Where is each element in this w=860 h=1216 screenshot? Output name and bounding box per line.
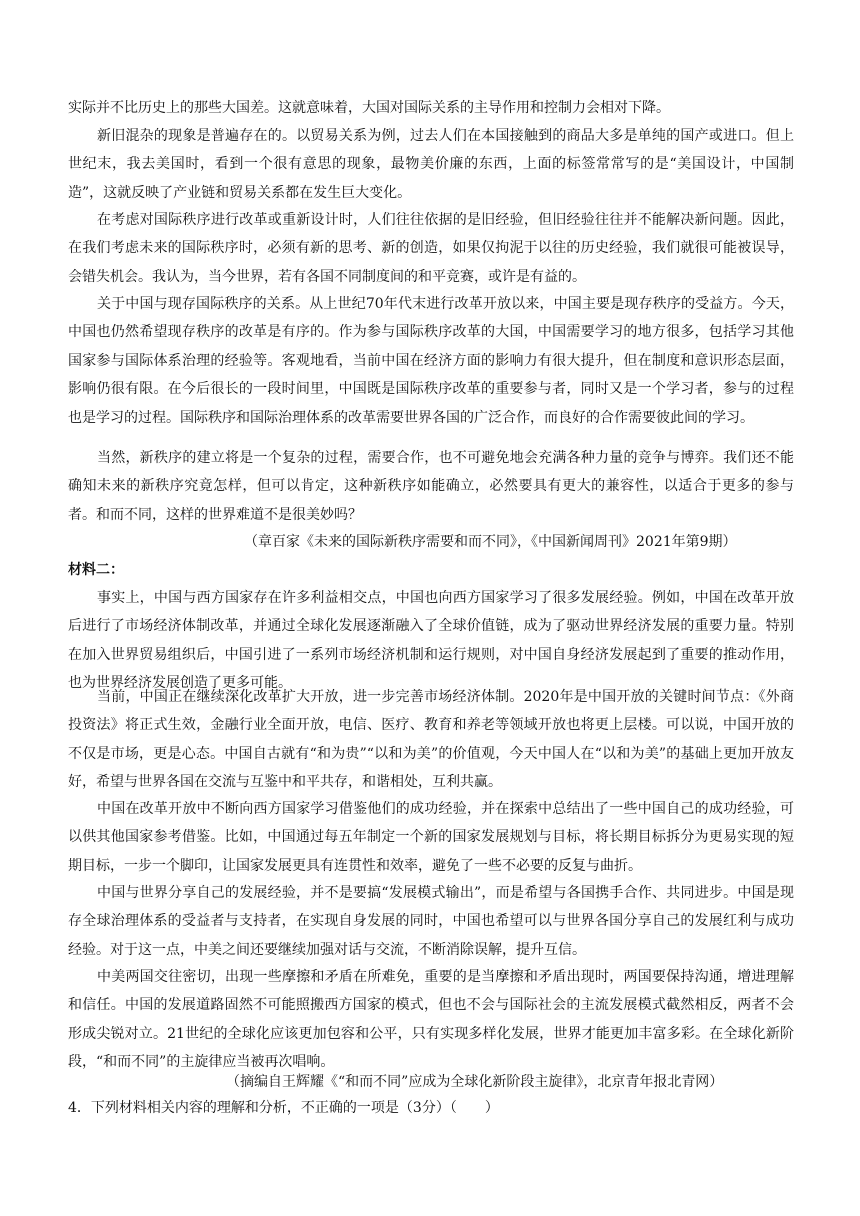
material1-paragraph-2: 在考虑对国际秩序进行改革或重新设计时，人们往往依据的是旧经验，但旧经验往往并不能解决新问题。因此，在我们考虑未来的国际秩序时，必须有新的思考、新的创造，如果仅拘泥于以往的历史经验，我们就很可能被误导，会错失机会。我认为，当今世界，若有各国不同制度间的和平竞赛，或许是有益的。 bbox=[68, 212, 794, 285]
material1-paragraph-4: 当然，新秩序的建立将是一个复杂的过程，需要合作，也不可避免地会充满各种力量的竞争与博弈。我们还不能确知未来的新秩序究竟怎样，但可以肯定，这种新秩序如能确立，必然要具有更大的兼容性，以适合于更多的参与者。和而不同，这样的世界难道不是很美妙吗？ bbox=[68, 450, 794, 523]
material2-paragraph-5: 中美两国交往密切，出现一些摩擦和矛盾在所难免，重要的是当摩擦和矛盾出现时，两国要保持沟通，增进理解和信任。中国的发展道路固然不可能照搬西方国家的模式，但也不会与国际社会的主流发展模式截然相反，两者不会形成尖锐对立。21世纪的全球化应该更加包容和公平，只有实现多样化发展，世界才能更加丰富多彩。在全球化新阶段，“和而不同”的主旋律应当被再次唱响。 bbox=[68, 969, 794, 1071]
material2-source: （摘编自王辉耀《“和而不同”应成为全球化新阶段主旋律》，北京青年报北青网） bbox=[226, 1074, 724, 1090]
material2-heading: 材料二： bbox=[68, 562, 124, 578]
question-4: 4．下列材料相关内容的理解和分析，不正确的一项是（3分）（ ） bbox=[68, 1100, 499, 1116]
material1-paragraph-3: 关于中国与现存国际秩序的关系。从上世纪70年代末进行改革开放以来，中国主要是现存秩序的受益方。今天，中国也仍然希望现存秩序的改革是有序的。作为参与国际秩序改革的大国，中国需要学习的地方很多，包括学习其他国家参与国际体系治理的经验等。客观地看，当前中国在经济方面的影响力有很大提升，但在制度和意识形态层面，影响仍很有限。在今后很长的一段时间里，中国既是国际秩序改革的重要参与者，同时又是一个学习者，参与的过程也是学习的过程。国际秩序和国际治理体系的改革需要世界各国的广泛合作，而良好的合作需要彼此间的学习。 bbox=[68, 296, 794, 426]
material1-paragraph-1: 新旧混杂的现象是普遍存在的。以贸易关系为例，过去人们在本国接触到的商品大多是单纯的国产或进口。但上世纪末，我去美国时，看到一个很有意思的现象，最物美价廉的东西，上面的标签常常写的是“美国设计，中国制造”，这就反映了产业链和贸易关系都在发生巨大变化。 bbox=[68, 128, 794, 201]
material2-paragraph-3: 中国在改革开放中不断向西方国家学习借鉴他们的成功经验，并在探索中总结出了一些中国自己的成功经验，可以供其他国家参考借鉴。比如，中国通过每五年制定一个新的国家发展规划与目标，将长期目标拆分为更易实现的短期目标，一步一个脚印，让国家发展更具有连贯性和效率，避免了一些不必要的反复与曲折。 bbox=[68, 801, 794, 874]
material1-source: （章百家《未来的国际新秩序需要和而不同》，《中国新闻周刊》2021年第9期） bbox=[244, 534, 737, 550]
material2-paragraph-1: 事实上，中国与西方国家存在许多利益相交点，中国也向西方国家学习了很多发展经验。例如，中国在改革开放后进行了市场经济体制改革，并通过全球化发展逐渐融入了全球价值链，成为了驱动世界经济发展的重要力量。特别在加入世界贸易组织后，中国引进了一系列市场经济机制和运行规则，对中国自身经济发展起到了重要的推动作用，也为世界经济发展创造了更多可能。 bbox=[68, 590, 794, 692]
material2-paragraph-2: 当前，中国正在继续深化改革扩大开放，进一步完善市场经济体制。2020年是中国开放的关键时间节点：《外商投资法》将正式生效，金融行业全面开放，电信、医疗、教育和养老等领域开放也将更上层楼。可以说，中国开放的不仅是市场，更是心态。中国自古就有“和为贵”“以和为美”的价值观，今天中国人在“以和为美”的基础上更加开放友好，希望与世界各国在交流与互鉴中和平共存，和谐相处，互利共赢。 bbox=[68, 689, 794, 791]
material2-paragraph-4: 中国与世界分享自己的发展经验，并不是要搞“发展模式输出”，而是希望与各国携手合作、共同进步。中国是现存全球治理体系的受益者与支持者，在实现自身发展的同时，中国也希望可以与世界各国分享自己的发展红利与成功经验。对于这一点，中美之间还要继续加强对话与交流，不断消除误解，提升互信。 bbox=[68, 885, 794, 958]
material1-paragraph-0: 实际并不比历史上的那些大国差。这就意味着，大国对国际关系的主导作用和控制力会相对下降。 bbox=[68, 100, 670, 116]
